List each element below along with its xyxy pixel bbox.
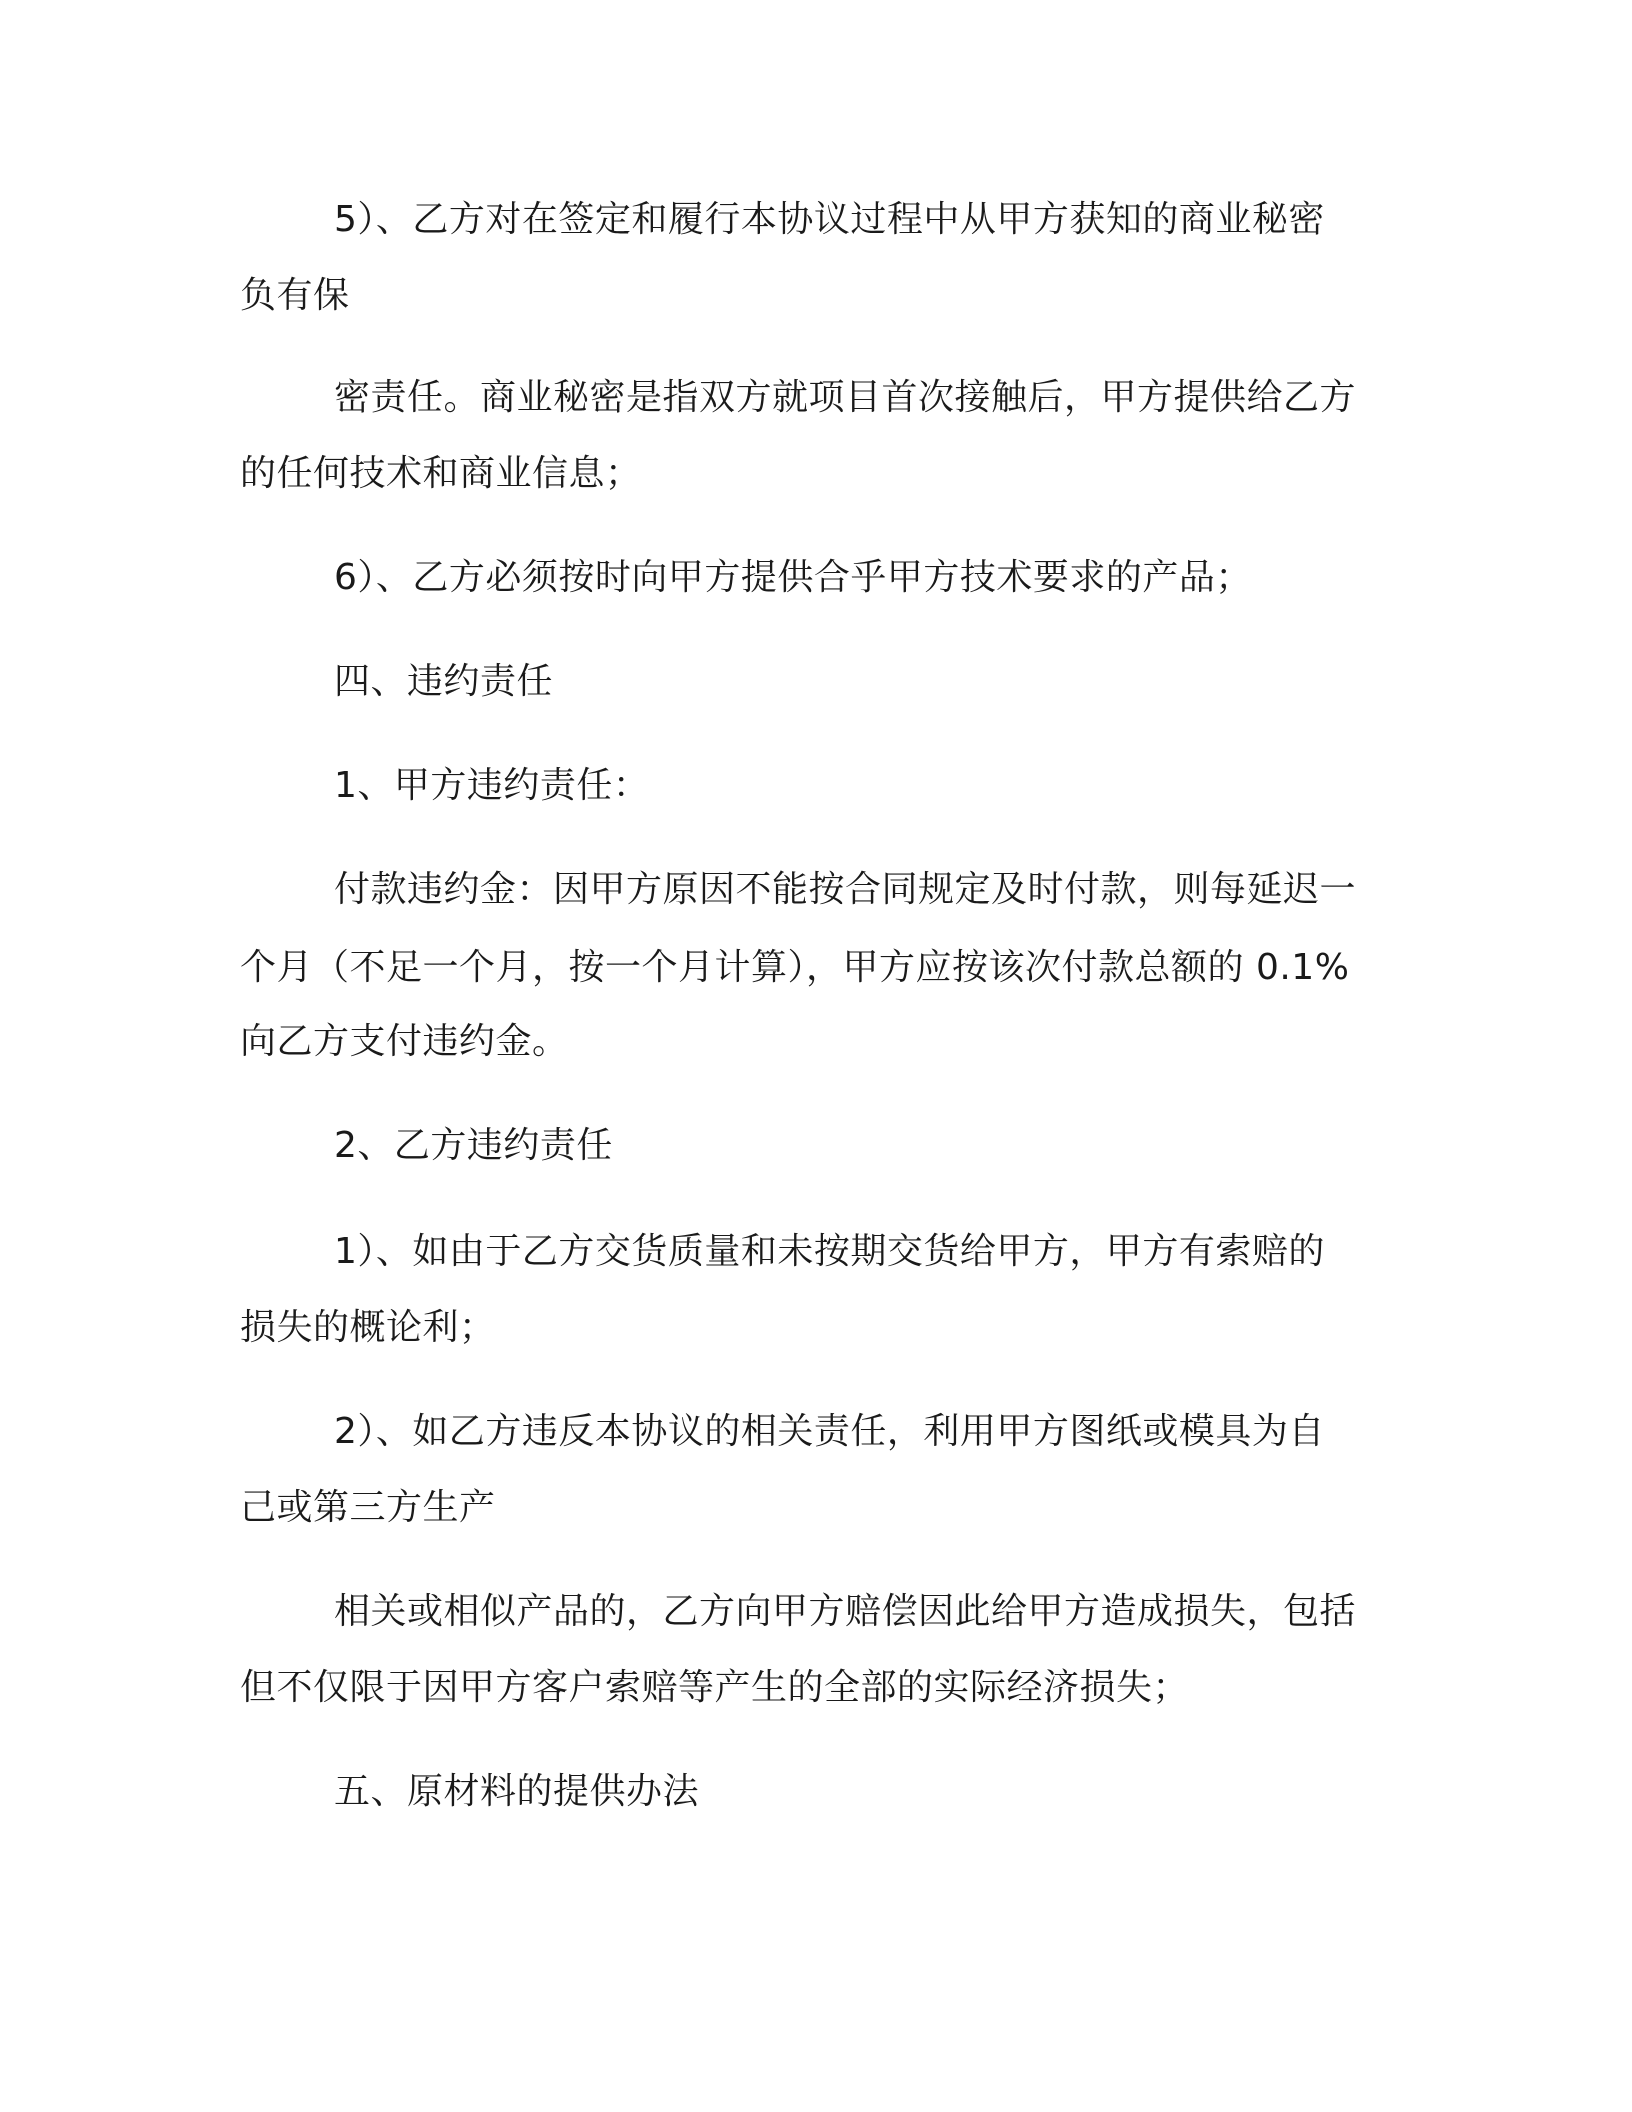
compensation-line-1: 相关或相似产品的，乙方向甲方赔偿因此给甲方造成损失，包括 [334, 1591, 1357, 1632]
payment-penalty-line-1: 付款违约金：因甲方原因不能按合同规定及时付款，则每延迟一 [334, 869, 1357, 910]
party-b-clause-1-line-1: 1）、如由于乙方交货质量和未按期交货给甲方，甲方有索赔的 [334, 1231, 1325, 1272]
payment-penalty-line-3: 向乙方支付违约金。 [240, 1021, 569, 1062]
clause-5-line-1: 5）、乙方对在签定和履行本协议过程中从甲方获知的商业秘密 [334, 199, 1325, 240]
clause-6-line: 6）、乙方必须按时向甲方提供合乎甲方技术要求的产品； [334, 557, 1252, 598]
party-b-clause-1-line-2: 损失的概论利； [240, 1307, 496, 1348]
trade-secret-line-2: 的任何技术和商业信息； [240, 453, 642, 494]
compensation-line-2: 但不仅限于因甲方客户索赔等产生的全部的实际经济损失； [240, 1667, 1190, 1708]
party-b-clause-2-line-1: 2）、如乙方违反本协议的相关责任，利用甲方图纸或模具为自 [334, 1411, 1325, 1452]
trade-secret-line-1: 密责任。商业秘密是指双方就项目首次接触后，甲方提供给乙方 [334, 377, 1357, 418]
party-b-clause-2-line-2: 己或第三方生产 [240, 1487, 496, 1528]
party-b-liability-heading: 2、乙方违约责任 [334, 1125, 613, 1166]
payment-penalty-line-2: 个月（不足一个月，按一个月计算），甲方应按该次付款总额的 0.1% [240, 947, 1350, 988]
section-5-heading: 五、原材料的提供办法 [334, 1771, 700, 1812]
party-a-liability-heading: 1、甲方违约责任： [334, 765, 650, 806]
section-4-heading: 四、违约责任 [334, 661, 554, 702]
clause-5-line-2: 负有保 [240, 275, 350, 316]
